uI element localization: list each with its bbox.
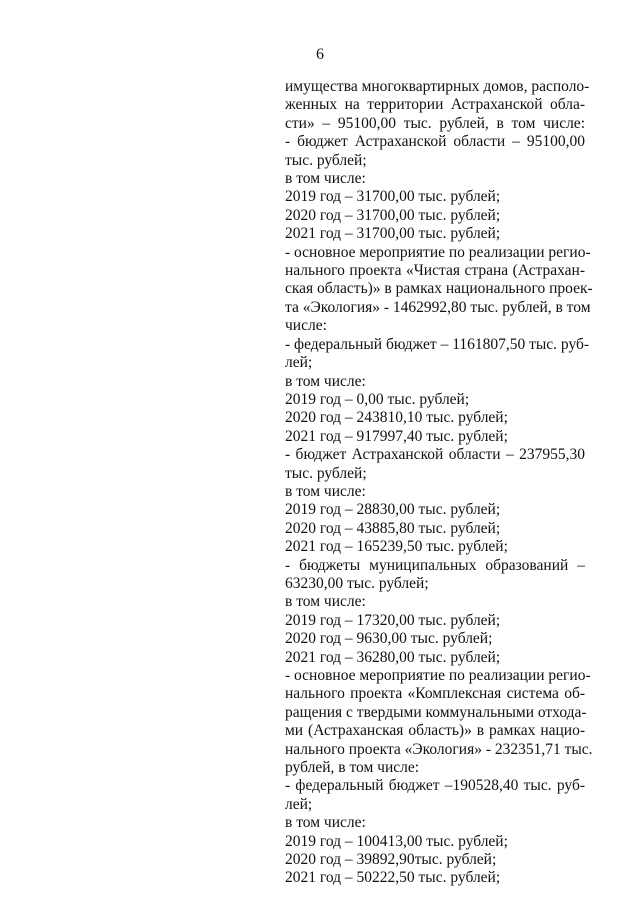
text-line: 2021 год – 31700,00 тыс. рублей; [285,225,501,243]
text-line: в том числе: [285,170,366,188]
text-line: 2019 год – 31700,00 тыс. рублей; [285,188,501,206]
text-line: лей; [285,354,313,372]
text-line: в том числе: [285,482,366,500]
text-line: тыс. рублей; [285,464,367,482]
text-line: в том числе: [285,593,366,611]
text-line: 2019 год – 28830,00 тыс. рублей; [285,501,501,519]
text-line: женных на территории Астраханской обла- [285,96,585,114]
text-line: нального проекта «Экология» - 232351,71 тыс. [285,740,593,758]
text-line: сти» – 95100,00 тыс. рублей, в том числе: [285,114,585,132]
text-line: 2019 год – 100413,00 тыс. рублей; [285,832,508,850]
text-line: 63230,00 тыс. рублей; [285,574,429,592]
text-line: - федеральный бюджет – 1161807,50 тыс. руб- [285,335,590,353]
text-line: та «Экология» - 1462992,80 тыс. рублей, в том [285,298,591,316]
text-line: имущества многоквартирных домов, располо- [285,78,590,95]
text-line: - федеральный бюджет –190528,40 тыс. руб- [285,777,585,795]
text-line: тыс. рублей; [285,151,367,169]
text-line: 2019 год – 17320,00 тыс. рублей; [285,611,501,629]
text-line: 2020 год – 243810,10 тыс. рублей; [285,409,508,427]
page-number: 6 [316,46,324,63]
text-line: в том числе: [285,814,366,832]
text-line: ская область)» в рамках национального проек- [285,280,593,298]
text-line: ращения с твердыми коммунальными отхода- [285,703,587,721]
text-line: 2020 год – 43885,80 тыс. рублей; [285,519,501,537]
text-line: 2021 год – 165239,50 тыс. рублей; [285,538,508,556]
text-line: числе: [285,317,327,335]
text-line: лей; [285,795,313,813]
text-line: - бюджет Астраханской области – 95100,00 [285,133,585,151]
text-line: - основное мероприятие по реализации регио- [285,667,591,684]
body-text [285,78,593,888]
text-line: нального проекта «Чистая страна (Астрахан- [285,262,585,280]
text-line: 2021 год – 917997,40 тыс. рублей; [285,427,508,445]
text-line: 2019 год – 0,00 тыс. рублей; [285,390,470,408]
text-line: 2020 год – 31700,00 тыс. рублей; [285,206,501,224]
text-line: рублей, в том числе: [285,759,420,777]
text-line: 2020 год – 9630,00 тыс. рублей; [285,630,493,648]
text-line: - бюджет Астраханской области – 237955,30 [285,446,585,464]
text-line: 2020 год – 39892,90тыс. рублей; [285,851,497,869]
text-line: 2021 год – 50222,50 тыс. рублей; [285,869,501,887]
text-line: - основное мероприятие по реализации регио- [285,243,591,261]
text-line: - бюджеты муниципальных образований – [285,556,585,574]
text-line: нального проекта «Комплексная система об- [285,685,585,703]
text-line: 2021 год – 36280,00 тыс. рублей; [285,648,501,666]
text-line: в том числе: [285,372,366,390]
text-line: ми (Астраханская область)» в рамках нацио- [285,722,585,740]
